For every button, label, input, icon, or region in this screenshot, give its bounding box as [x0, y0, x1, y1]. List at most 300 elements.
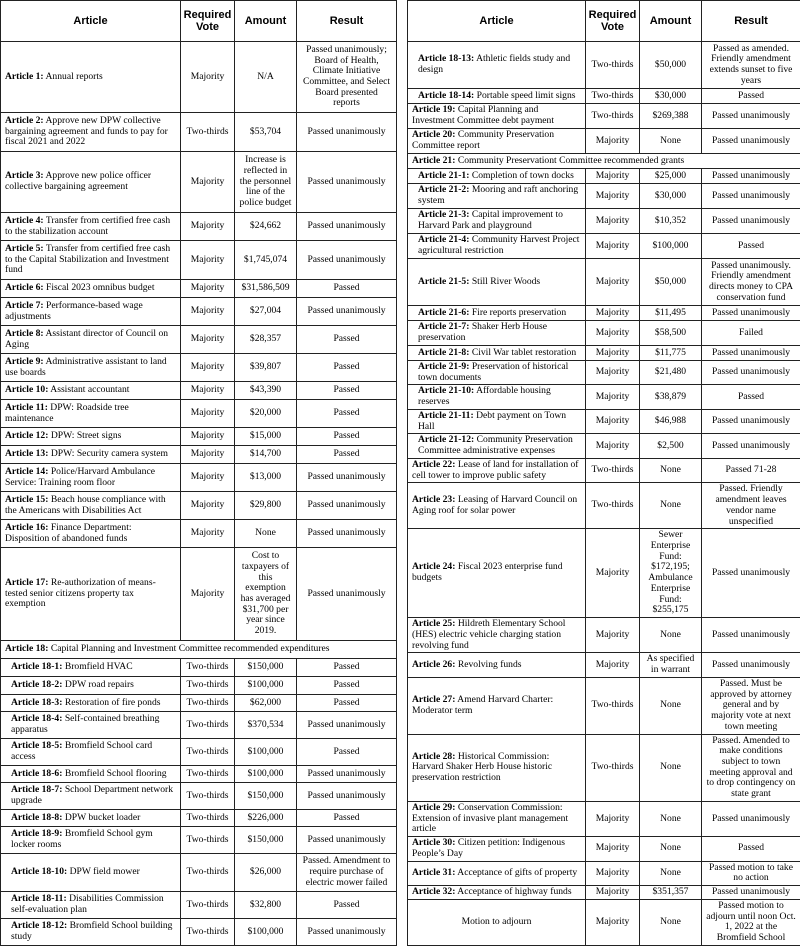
article-label: Article 15:	[5, 493, 49, 505]
article-cell	[1, 712, 181, 739]
article-description: Amend Harvard Charter: Moderator term	[412, 693, 554, 716]
table-row	[408, 346, 800, 361]
table-body-left	[1, 42, 397, 946]
article-label: Article 6:	[5, 282, 44, 294]
article-cell	[408, 529, 586, 618]
table-row	[1, 492, 397, 520]
result-cell: Passed unanimously	[297, 548, 397, 641]
table-body-right	[408, 42, 800, 946]
amount-cell: $25,000	[640, 169, 702, 184]
article-description: Mooring and raft anchoring system	[418, 184, 579, 206]
article-label: Article 18-10:	[11, 866, 68, 878]
article-label: Article 5:	[5, 242, 44, 254]
result-cell: Passed unanimously	[297, 766, 397, 783]
article-cell	[408, 434, 586, 458]
amount-cell: None	[640, 677, 702, 734]
required-vote-cell: Majority	[586, 653, 640, 677]
result-cell: Passed unanimously	[297, 298, 397, 326]
required-vote-cell: Majority	[586, 346, 640, 361]
table-row	[408, 653, 800, 677]
article-cell	[1, 783, 181, 810]
table-row	[408, 42, 800, 89]
table-row	[1, 548, 397, 641]
table-row	[1, 113, 397, 152]
article-description: Assistant director of Council on Aging	[5, 327, 169, 350]
amount-cell: None	[640, 483, 702, 529]
article-description: School Department network upgrade	[11, 784, 173, 806]
required-vote-cell: Majority	[586, 184, 640, 209]
article-label: Article 4:	[5, 214, 44, 226]
table-row	[408, 104, 800, 129]
article-description: Restoration of fire ponds	[62, 696, 161, 708]
article-cell	[1, 677, 181, 695]
article-label: Article 28:	[412, 750, 456, 762]
required-vote-cell: Majority	[181, 464, 235, 492]
article-description: Acceptance of gifts of property	[455, 866, 578, 878]
required-vote-cell: Majority	[181, 492, 235, 520]
article-cell	[1, 492, 181, 520]
table-row	[1, 280, 397, 298]
result-cell: Passed unanimously	[297, 464, 397, 492]
table-row	[408, 184, 800, 209]
result-cell: Passed unanimously	[702, 886, 800, 900]
amount-cell: $43,390	[235, 382, 297, 400]
required-vote-cell: Majority	[181, 548, 235, 641]
article-label: Article 10:	[5, 384, 49, 396]
amount-cell: $150,000	[235, 659, 297, 677]
required-vote-cell: Two-thirds	[181, 892, 235, 919]
article-description: Bromfield School flooring	[62, 767, 167, 779]
article-label: Article 21-1:	[418, 169, 470, 181]
required-vote-cell: Majority	[181, 152, 235, 213]
required-vote-cell: Majority	[181, 520, 235, 548]
result-cell: Passed unanimously	[702, 529, 800, 618]
article-description: Community Harvest Project agricultural restriction	[418, 234, 580, 256]
article-label: Article 18-9:	[11, 828, 63, 840]
table-row	[1, 354, 397, 382]
article-description: Disabilities Commission self-evaluation plan	[11, 893, 164, 915]
table-row	[1, 464, 397, 492]
article-label: Article 21-7:	[418, 321, 470, 333]
table-row	[408, 169, 800, 184]
result-cell: Passed unanimously	[702, 653, 800, 677]
article-cell	[1, 152, 181, 213]
article-description: Shaker Herb House preservation	[418, 321, 547, 343]
article-label: Article 21:	[412, 154, 456, 166]
amount-cell: $2,500	[640, 434, 702, 458]
required-vote-cell: Majority	[181, 326, 235, 354]
required-vote-cell: Majority	[586, 801, 640, 836]
article-label: Article 32:	[412, 886, 456, 898]
header-article: Article	[408, 1, 586, 42]
table-row	[408, 529, 800, 618]
result-cell: Passed unanimously	[297, 113, 397, 152]
required-vote-cell: Majority	[586, 899, 640, 945]
result-cell: Passed	[702, 89, 800, 104]
article-description: Affordable housing reserves	[418, 385, 551, 408]
required-vote-cell: Majority	[586, 209, 640, 234]
result-cell: Passed as amended. Friendly amendment extends sunset to five years	[702, 42, 800, 89]
amount-cell: $150,000	[235, 827, 297, 854]
required-vote-cell: Majority	[181, 241, 235, 280]
article-description: Approve new DPW collective bargaining agreement and funds to pay for fiscal 2021 and 2022	[5, 114, 168, 148]
result-cell: Passed unanimously	[702, 129, 800, 154]
table-row	[408, 618, 800, 653]
article-label: Article 18-6:	[11, 767, 63, 779]
article-label: Article 21-5:	[418, 275, 470, 287]
result-cell: Passed unanimously	[702, 618, 800, 653]
article-cell	[408, 184, 586, 209]
article-cell	[1, 827, 181, 854]
result-cell: Passed	[297, 400, 397, 428]
article-description: Civil War tablet restoration	[469, 346, 577, 358]
article-cell	[1, 548, 181, 641]
required-vote-cell: Two-thirds	[181, 827, 235, 854]
article-label: Article 21-9:	[418, 361, 470, 372]
required-vote-cell: Majority	[586, 129, 640, 154]
amount-cell: $26,000	[235, 854, 297, 892]
table-row	[408, 734, 800, 801]
result-cell: Passed unanimously	[297, 827, 397, 854]
result-cell: Passed	[297, 446, 397, 464]
required-vote-cell: Majority	[586, 234, 640, 259]
result-cell: Passed unanimously	[702, 209, 800, 234]
article-label: Article 22:	[412, 458, 456, 470]
article-cell	[408, 483, 586, 529]
table-row	[1, 400, 397, 428]
article-description: Conservation Commission: Extension of invasive plant management article	[412, 801, 569, 835]
table-row	[1, 854, 397, 892]
article-cell	[1, 326, 181, 354]
article-label: Article 21-12:	[418, 434, 475, 446]
amount-cell: Sewer Enterprise Fund: $172,195; Ambulance Enterprise Fund: $255,175	[640, 529, 702, 618]
table-row	[408, 434, 800, 458]
required-vote-cell: Two-thirds	[586, 458, 640, 482]
article-description: Historical Commission: Harvard Shaker Herb House historic preservation restriction	[412, 750, 553, 784]
article-description: Finance Department: Disposition of abandoned funds	[5, 521, 132, 544]
result-cell: Passed unanimously	[297, 241, 397, 280]
required-vote-cell: Majority	[586, 409, 640, 433]
amount-cell: None	[640, 129, 702, 154]
table-row	[408, 861, 800, 885]
result-cell: Passed unanimously	[297, 213, 397, 241]
result-cell: Passed unanimously	[702, 409, 800, 433]
group-title-cell	[1, 641, 397, 659]
article-description: DPW field mower	[67, 866, 140, 878]
amount-cell: $24,662	[235, 213, 297, 241]
amount-cell: $351,357	[640, 886, 702, 900]
result-cell: Passed motion to adjourn until noon Oct. 1, 2022 at the Bromfield School	[702, 899, 800, 945]
article-label: Article 8:	[5, 327, 44, 339]
table-row	[408, 234, 800, 259]
article-label: Article 1:	[5, 70, 44, 82]
amount-cell: $100,000	[235, 677, 297, 695]
result-cell: Passed unanimously. Friendly amendment directs money to CPA conservation fund	[702, 259, 800, 306]
table-row	[1, 428, 397, 446]
article-cell	[408, 899, 586, 945]
amount-cell: $100,000	[640, 234, 702, 259]
article-label: Article 18-7:	[11, 784, 63, 796]
required-vote-cell: Majority	[181, 382, 235, 400]
result-cell: Passed	[297, 739, 397, 766]
article-description: Transfer from certified free cash to the Capital Stabilization and Investment fund	[5, 242, 171, 276]
result-cell: Passed	[297, 280, 397, 298]
result-cell: Passed. Amendment to require purchase of electric mower failed	[297, 854, 397, 892]
group-title-cell	[408, 154, 800, 169]
article-description: Performance-based wage adjustments	[5, 299, 143, 322]
article-label: Article 19:	[412, 104, 456, 116]
result-cell: Passed unanimously	[702, 169, 800, 184]
header-required-vote: Required Vote	[181, 1, 235, 42]
result-cell: Passed	[297, 810, 397, 827]
article-label: Article 24:	[412, 561, 456, 573]
article-cell	[1, 213, 181, 241]
result-cell: Passed	[297, 326, 397, 354]
required-vote-cell: Majority	[586, 385, 640, 409]
article-cell	[408, 42, 586, 89]
article-description: Capital Planning and Investment Committee debt payment	[412, 104, 555, 126]
left-table-panel	[0, 0, 396, 946]
table-row	[1, 766, 397, 783]
article-cell	[408, 458, 586, 482]
table-row	[408, 361, 800, 385]
required-vote-cell: Two-thirds	[181, 739, 235, 766]
article-cell	[408, 385, 586, 409]
article-cell	[408, 129, 586, 154]
result-cell: Passed. Friendly amendment leaves vendor name unspecified	[702, 483, 800, 529]
article-description: Assistant accountant	[48, 384, 130, 396]
amount-cell: $38,879	[640, 385, 702, 409]
table-row	[408, 321, 800, 346]
table-row	[408, 409, 800, 433]
article-label: Article 29:	[412, 801, 456, 813]
article-cell	[1, 382, 181, 400]
article-label: Article 26:	[412, 658, 456, 670]
table-row	[408, 837, 800, 861]
article-description: DPW: Roadside tree maintenance	[5, 401, 129, 424]
amount-cell: $62,000	[235, 695, 297, 712]
amount-cell: N/A	[235, 42, 297, 113]
required-vote-cell: Two-thirds	[181, 659, 235, 677]
amount-cell: $150,000	[235, 783, 297, 810]
table-row	[408, 458, 800, 482]
table-row	[1, 783, 397, 810]
article-description: Re-authorization of means-tested senior citizens property tax exemption	[5, 576, 156, 610]
amount-cell: $11,775	[640, 346, 702, 361]
required-vote-cell: Majority	[586, 529, 640, 618]
amount-cell: $226,000	[235, 810, 297, 827]
article-description: Preservation of historical town documents	[418, 361, 569, 383]
article-cell	[1, 695, 181, 712]
article-label: Article 25:	[412, 618, 456, 630]
table-row	[1, 695, 397, 712]
required-vote-cell: Two-thirds	[181, 919, 235, 946]
article-cell	[1, 464, 181, 492]
results-table-right	[407, 0, 800, 946]
article-cell	[408, 837, 586, 861]
article-description: Bromfield School building study	[11, 920, 173, 942]
amount-cell: $21,480	[640, 361, 702, 385]
right-table-panel	[407, 0, 800, 946]
article-label: Article 12:	[5, 430, 49, 442]
table-header-row	[408, 1, 800, 42]
article-label: Article 21-2:	[418, 184, 470, 196]
article-cell	[408, 361, 586, 385]
amount-cell: $11,495	[640, 306, 702, 321]
table-row	[1, 827, 397, 854]
amount-cell: Cost to taxpayers of this exemption has averaged $31,700 per year since 2019.	[235, 548, 297, 641]
result-cell: Passed	[702, 385, 800, 409]
required-vote-cell: Two-thirds	[586, 734, 640, 801]
required-vote-cell: Majority	[181, 213, 235, 241]
article-description: Community Preservationt Committee recommended grants	[455, 154, 685, 166]
article-cell	[1, 354, 181, 382]
header-result: Result	[297, 1, 397, 42]
article-label: Article 21-11:	[418, 409, 474, 421]
result-cell: Passed unanimously	[702, 361, 800, 385]
table-row	[408, 886, 800, 900]
table-row	[1, 446, 397, 464]
article-cell	[1, 520, 181, 548]
result-cell: Passed. Must be approved by attorney general and by majority vote at next town meeting	[702, 677, 800, 734]
article-description: Administrative assistant to land use boards	[5, 355, 167, 378]
article-label: Article 18-13:	[418, 53, 475, 65]
result-cell: Passed. Amended to make conditions subject to town meeting approval and to drop contingency on state grant	[702, 734, 800, 801]
amount-cell: $30,000	[640, 89, 702, 104]
amount-cell: $58,500	[640, 321, 702, 346]
article-cell	[408, 346, 586, 361]
article-cell	[408, 89, 586, 104]
result-cell: Passed	[297, 354, 397, 382]
article-description: Bromfield School card access	[11, 740, 153, 762]
required-vote-cell: Majority	[181, 446, 235, 464]
required-vote-cell: Two-thirds	[181, 113, 235, 152]
table-row	[1, 810, 397, 827]
article-label: Article 2:	[5, 114, 44, 126]
result-cell: Failed	[702, 321, 800, 346]
article-label: Article 31:	[412, 866, 456, 878]
header-required-vote: Required Vote	[586, 1, 640, 42]
result-cell: Passed	[297, 428, 397, 446]
result-cell: Passed	[297, 382, 397, 400]
article-cell	[408, 801, 586, 836]
article-label: Article 18-1:	[11, 661, 63, 673]
amount-cell: $20,000	[235, 400, 297, 428]
header-amount: Amount	[640, 1, 702, 42]
article-label: Article 21-10:	[418, 385, 475, 397]
article-label: Article 21-8:	[418, 346, 470, 358]
article-cell	[1, 280, 181, 298]
required-vote-cell: Majority	[586, 861, 640, 885]
article-cell	[1, 766, 181, 783]
required-vote-cell: Majority	[586, 306, 640, 321]
required-vote-cell: Two-thirds	[586, 677, 640, 734]
article-label: Article 3:	[5, 170, 44, 182]
article-description: Citizen petition: Indigenous People’s Day	[412, 837, 565, 859]
table-row	[408, 677, 800, 734]
amount-cell: As specified in warrant	[640, 653, 702, 677]
result-cell: Passed unanimously	[297, 520, 397, 548]
table-row	[1, 298, 397, 326]
article-description: DPW road repairs	[62, 679, 134, 691]
article-cell	[408, 653, 586, 677]
amount-cell: $50,000	[640, 42, 702, 89]
result-cell: Passed	[297, 892, 397, 919]
required-vote-cell: Two-thirds	[181, 677, 235, 695]
article-cell	[1, 892, 181, 919]
required-vote-cell: Majority	[586, 837, 640, 861]
article-label: Article 23:	[412, 494, 456, 506]
result-cell: Passed unanimously	[702, 184, 800, 209]
amount-cell: $13,000	[235, 464, 297, 492]
article-cell	[408, 209, 586, 234]
required-vote-cell: Majority	[586, 259, 640, 306]
article-label: Article 18-14:	[418, 89, 475, 101]
result-cell: Passed	[702, 837, 800, 861]
article-cell	[1, 810, 181, 827]
required-vote-cell: Majority	[586, 886, 640, 900]
required-vote-cell: Two-thirds	[586, 104, 640, 129]
amount-cell: None	[640, 618, 702, 653]
amount-cell: $14,700	[235, 446, 297, 464]
article-cell	[1, 428, 181, 446]
article-label: Article 18:	[5, 643, 49, 655]
table-row	[1, 326, 397, 354]
article-description: DPW bucket loader	[62, 811, 141, 823]
result-cell: Passed	[702, 234, 800, 259]
table-row	[408, 306, 800, 321]
article-cell	[1, 446, 181, 464]
results-table-left	[0, 0, 397, 946]
amount-cell: $30,000	[640, 184, 702, 209]
required-vote-cell: Majority	[586, 321, 640, 346]
article-description: Motion to adjourn	[461, 915, 532, 927]
article-cell	[1, 42, 181, 113]
required-vote-cell: Two-thirds	[586, 89, 640, 104]
article-description: Bromfield HVAC	[62, 661, 133, 673]
article-label: Article 18-8:	[11, 811, 63, 823]
article-cell	[1, 241, 181, 280]
amount-cell: $100,000	[235, 739, 297, 766]
table-row	[408, 209, 800, 234]
article-description: Transfer from certified free cash to the stabilization account	[5, 214, 171, 237]
group-header-row	[408, 154, 800, 169]
article-cell	[1, 854, 181, 892]
amount-cell: $269,388	[640, 104, 702, 129]
required-vote-cell: Majority	[586, 361, 640, 385]
article-description: Beach house compliance with the Americans with Disabilities Act	[5, 493, 166, 516]
article-cell	[1, 659, 181, 677]
required-vote-cell: Two-thirds	[181, 695, 235, 712]
article-description: Completion of town docks	[469, 169, 574, 181]
required-vote-cell: Majority	[181, 280, 235, 298]
required-vote-cell: Two-thirds	[181, 854, 235, 892]
article-label: Article 20:	[412, 129, 456, 141]
amount-cell: $53,704	[235, 113, 297, 152]
table-row	[1, 152, 397, 213]
article-description: Debt payment on Town Hall	[418, 409, 567, 432]
amount-cell: $32,800	[235, 892, 297, 919]
amount-cell: None	[640, 837, 702, 861]
table-row	[1, 677, 397, 695]
result-cell: Passed unanimously	[297, 152, 397, 213]
result-cell: Passed unanimously	[702, 104, 800, 129]
article-label: Article 21-4:	[418, 234, 470, 246]
article-description: Portable speed limit signs	[474, 89, 576, 101]
article-cell	[1, 298, 181, 326]
article-description: Still River Woods	[469, 275, 541, 287]
result-cell: Passed unanimously; Board of Health, Climate Initiative Committee, and Select Board presented reports	[297, 42, 397, 113]
